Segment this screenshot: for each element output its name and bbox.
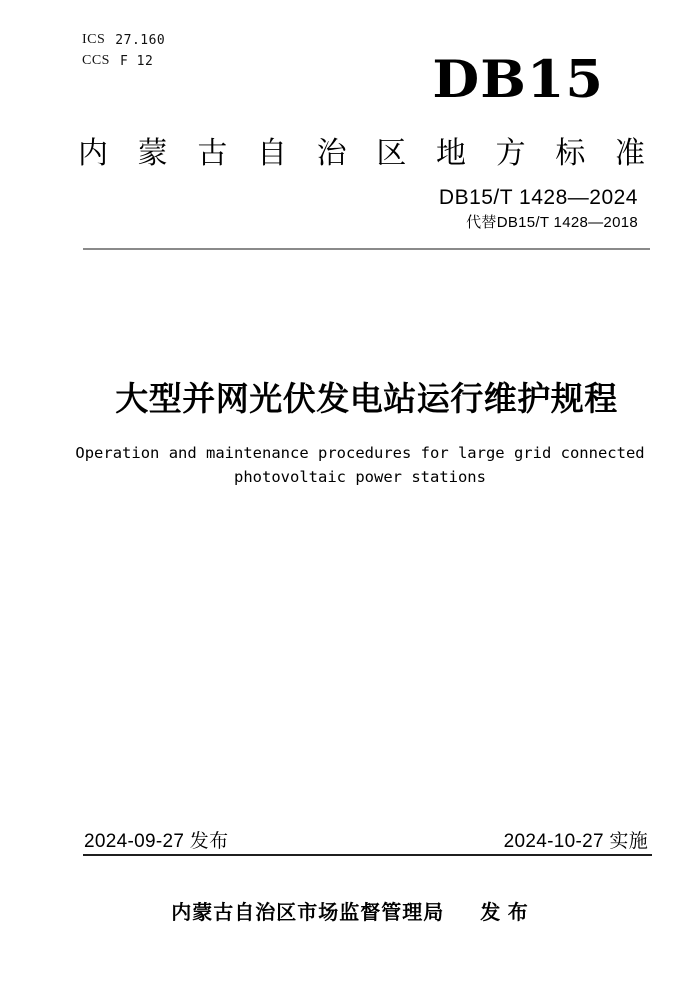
document-title-en — [40, 441, 680, 489]
header-divider-line — [83, 248, 650, 250]
ccs-code-row — [82, 52, 165, 71]
document-title-en-line1: Operation and maintenance procedures for large grid connected — [75, 444, 645, 462]
standard-number-block — [439, 186, 638, 231]
publish-label: 发 布 — [480, 902, 529, 924]
issue-date: 2024-09-27 发布 — [84, 831, 229, 852]
ics-value: 27.160 — [115, 33, 166, 48]
db15-logo: DB15 — [432, 48, 604, 110]
ccs-label: CCS — [82, 53, 110, 68]
footer-divider-line — [83, 854, 652, 856]
ics-label: ICS — [82, 32, 106, 47]
ics-code-row — [82, 31, 165, 50]
classification-codes — [82, 31, 165, 73]
issuer-row — [0, 902, 700, 924]
ccs-value: F 12 — [119, 54, 154, 69]
date-row — [84, 832, 648, 852]
document-title-en-line2: photovoltaic power stations — [234, 468, 486, 486]
document-title-zh: 大型并网光伏发电站运行维护规程 — [115, 380, 618, 417]
issuer-name: 内蒙古自治区市场监督管理局 — [171, 902, 445, 924]
replaces-note: 代替DB15/T 1428—2018 — [466, 214, 638, 231]
standard-type-heading: 内 蒙 古 自 治 区 地 方 标 准 — [78, 137, 645, 170]
standard-number: DB15/T 1428—2024 — [438, 186, 638, 209]
implement-date: 2024-10-27 实施 — [503, 831, 648, 852]
